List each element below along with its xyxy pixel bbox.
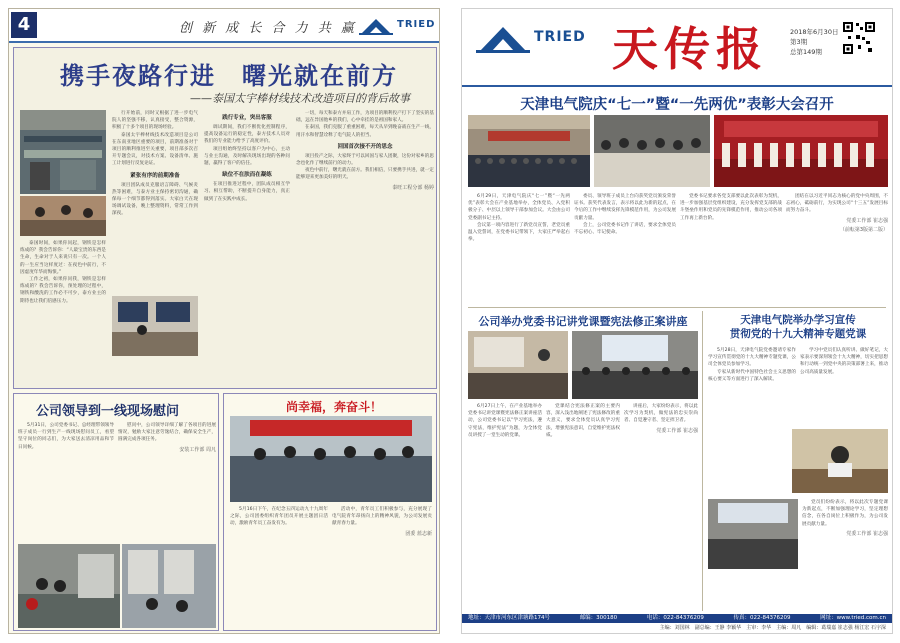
story2-column-1: 6月27日上午，在产业基地举办党委书记讲党课暨宪法修正案讲座活动，公司党委书记以“学习宪法，遵守宪法，维护宪法”为题，为全体党员讲授了一堂生动的党课。 [468,404,542,438]
feature-subtitle: ——泰国太宇棒材线技术改造项目的背后故事 [190,92,410,105]
story3-headline-line-2: 贯彻党的十九大精神专题党课 [729,328,867,340]
page-footer-contact [462,614,892,623]
youth-activity-author: 团委 蓝志新 [405,530,432,537]
issue-total: 总第149期 [790,48,822,56]
main-story-column-1: 6月29日，天津电气院庆“七一”暨“一先两优”表彰大会在产业基地举办，全体党员、入党积极分子、中层以上领导干部参加会议。大会由公司党委副书记主持。 会议第一项内容进行了新党员宣誓，老党员重温入党誓词，在党委书记带领下，大家庄严举起右拳。 [468,194,570,243]
newspaper-name: 天传报 [612,22,768,76]
left-page-header [9,9,439,43]
issue-date: 2018年6月30日 [790,28,839,36]
youth-activity-column-2: 活动中，青年员工们积极参与，充分展现了电气院青年昂扬向上的精神风貌，为公司发展贡献青春力量。 团委 蓝志新 [332,507,432,537]
main-story-column-4: 团结在以习近平同志为核心的党中央周围，不忘初心，砥砺前行，为实现公司“十三五”发展目标而努力奋斗。 党委工作部 崔志强 （前転第3版第二版） [786,194,888,233]
page-number: 4 [11,12,37,38]
leader-visit-article [13,393,219,631]
column-divider [702,311,703,611]
leader-visit-author: 安装工作部 周凡 [179,446,216,453]
main-story-column-3: 党委书记要求各党支部要以此次表彰为契机，进一步加强基层党组织建设，充分发挥党支部的战斗堡垒作用和党员的先锋模范作用，推动公司各项工作再上新台阶。 [680,194,782,221]
feature-column-4: 一切，每天和泰方并肩工作，为项目的顺利投产打下了坚实的基础，远在异国他乡的我们，心中牵挂的是祖国和家人。 在泰国，我们克服了重重困难，每天从早到晚奋战在生产一线，用汗水和智慧诠释了电气院人的担当。 回国首次接不开的思念 项目投产之际，大家终于可以回国与家人团聚，这份对家乡的思念也化作了继续前行的动力。 夜色中前行，曙光就在前方。我们相信，只要携手共进，就一定能够迎来更加美好的明天。 泰旺工程分部 杨婷 [296,111,434,191]
feature-section-heading-2: 践行专业，突出客服 [222,115,272,121]
feature-photo-factory [20,110,106,194]
feature-section-heading-3: 缺位不在肤而在凝练 [222,172,272,179]
issue-info [790,27,838,57]
feature-column-2: 行开始前，同时又根据了进一步电气院人的坚强不移，认真接受，整合资源，积极了十多个项目的现场经验。 泰国太宇棒材线技术改造项目是公司在东南亚地区重要的项目，前期准备对于项目的顺利推进至关重要，项目部多次召开专题会议，对技术方案、设备清单、施工计划进行反复论证。 紧张有序的前期准备 项目团队成员克服语言障碍、气候炎热等困难，与泰方业主保持密切沟通，确保每一个细节都得到落实。大家白天在现场调试设备，晚上整理资料，常常工作到深夜。 [112,111,198,217]
youth-activity-group-photo [230,416,432,502]
leader-visit-title: 公司领导到一线现场慰问 [36,404,180,419]
footer-postcode: 邮编：300180 [579,615,618,621]
right-page [461,8,893,634]
feature-author: 泰旺工程分部 杨婷 [392,184,434,191]
youth-activity-column-1: 5月16日下午，在纪念五四运动九十九周年之际，公司团委组织青年团员开展主题团日活动，激励青年员工奋发有为。 [230,507,328,527]
section-divider [468,307,886,308]
main-headline: 天津电气院庆“七一”暨“一先两优”表彰大会召开 [520,97,834,113]
footer-website: 网址：www.tried.com.cn [820,615,886,621]
main-photo-awards-stage [714,115,888,187]
feature-column-3: 践行专业，突出客服 调试期间，我们不断优化控制程序，提高设备运行的稳定性，泰方技术人员对我们的专业能力给予了高度评价。 项目组始终坚持以客户为中心，主动与业主沟通，及时解决现场出现的各种问题，赢得了客户的信任。 缺位不在肤而在凝练 在项目推进过程中，团队成员相互学习、相互帮助，不断提升自身能力，真正做到了在实践中成长。 [204,115,290,202]
page-footer-credits: 主编：刘国林 副总编：王静 李颖华 主审：李华 主编：周凡 编辑：葛瑞嘉 崔志强 杨江宏 石宇深 [462,623,892,633]
story2-column-3: 讲座后，大家纷纷表示，将以此次学习为契机，做宪法的忠实崇尚者、自觉遵守者、坚定捍卫者。 党委工作部 崔志强 [624,404,698,434]
story2-author: 党委工作部 崔志强 [656,427,698,434]
footer-phone: 电话：022-84376209 [646,615,704,621]
story2-column-2: 党课结合宪法修正案的主要内容，深入浅出地阐述了宪法修改的重大意义，要求全体党员认真学习宪法，增强宪法意识，自觉维护宪法权威。 [546,404,620,438]
main-story-author: 党委工作部 崔志强 [846,217,888,224]
leader-visit-column-1: 5月31日，公司党委书记、总经理带领领导班子成员一行到生产一线现场慰问员工，看望坚守岗位的同志们，为大家送去清凉用品和节日问候。 [18,423,114,450]
story3-column-3: 党员们纷纷表示，将以此次专题党课为新起点，不断加强理论学习，坚定理想信念，在各自岗位上积极作为，为公司发展贡献力量。 党委工作部 崔志强 [802,500,888,537]
main-story-continued-note: （前転第3版第二版） [839,226,888,233]
tried-logo-icon [476,23,530,53]
left-page [8,8,440,634]
page-slogan: 创 新 成 长 合 力 共 赢 [179,21,357,36]
main-story-column-2: 委员、领导班子成员上台向获奖党员颁发荣誉证书。获奖代表发言，表示将以此为新的起点，在今后的工作中继续发挥先锋模范作用，为公司发展贡献力量。 会上，公司党委书记作了讲话，要求全体党员不忘初心、牢记使命。 [574,194,676,236]
masthead [462,9,892,87]
issue-number: 第3期 [790,38,808,46]
story3-headline [706,313,890,341]
story3-author: 党委工作部 崔志强 [846,530,888,537]
leader-visit-column-2: 慰问中，公司领导详细了解了各项目的进展情况，勉励大家注意劳逸结合，确保安全生产，圆满完成各项任务。 安装工作部 周凡 [118,423,216,453]
brand-logo-text: TRIED [534,29,586,45]
main-photo-audience [594,115,710,187]
brand-logo-text: TRIED [397,19,436,30]
footer-address: 地址：天津市河东区津塘路174号 [468,615,550,621]
feature-photo-control-room [112,296,198,356]
story3-photo-audience [708,499,798,569]
feature-article [13,47,437,389]
story3-headline-line-1: 天津电气院举办学习宣传 [740,314,856,326]
story2-headline: 公司举办党委书记讲党课暨宪法修正案讲座 [478,315,688,328]
story2-photo-lecture [468,331,568,399]
feature-section-heading-4: 回国首次接不开的思念 [337,143,393,150]
youth-activity-title: 尚幸福，奔奋斗！ [286,400,383,414]
feature-column-1: 泰国时间，如果你问起，钢铁是怎样炼成的？我会告诉你：“人最宝贵的东西是生命，生命对于人来说只有一次。一个人的一生应当这样度过：在夜色中前行，不因虚度年华而悔恨。” 工作之初，如果你问我，钢铁是怎样炼成的？我会告诉你，预处理的过程中，钢铁和酸洗的工作必不可少，泰方业主的期待也让我们倍感压力。 [20,241,106,304]
story2-photo-audience [572,331,698,399]
youth-activity-article [223,393,437,631]
footer-fax: 传真：022-84376209 [733,615,791,621]
qr-code-icon [842,21,876,55]
leader-visit-photo-2 [122,544,216,628]
feature-title: 携手夜路行进 曙光就在前方 [60,61,398,90]
tried-logo-icon [359,17,393,35]
story3-column-2: 学习中党员们认真听讲、做好笔记，大家表示要深刻领会十九大精神，切实把思想和行动统一到党中央的决策部署上来，推动公司高质量发展。 [800,348,888,375]
feature-section-heading: 紧张有序的前期准备 [130,172,180,179]
leader-visit-photo-1 [18,544,120,628]
story3-photo-speaker [792,429,888,493]
feature-photo-meeting [20,196,106,236]
story3-column-1: 5月28日，天津电气院党委邀请专家作学习宣传贯彻党的十九大精神专题党课，公司全体党员参加学习。 专家从新时代中国特色社会主义思想的核心要义等方面进行了深入解读。 [708,348,796,382]
main-photo-meeting-hall [468,115,590,187]
